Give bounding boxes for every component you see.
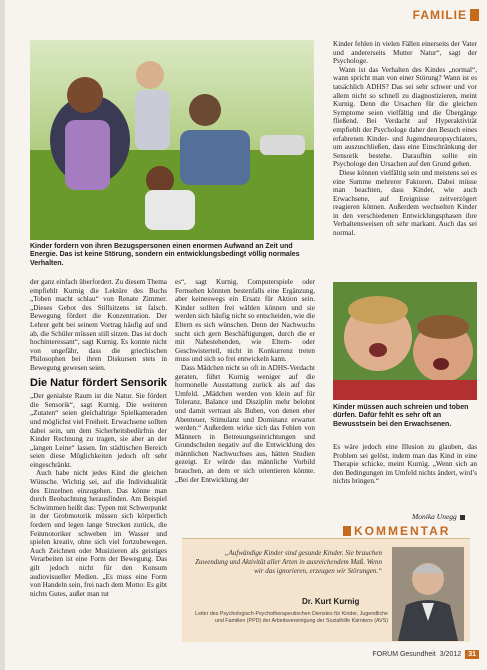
end-mark <box>460 515 465 520</box>
column-3-top <box>333 40 477 238</box>
shouting-kids-photo <box>333 282 477 400</box>
col3-paragraph-2: Wann ist das Verhalten des Kindes „normal“, wann spricht man von einer Störung? Wann ist es tatsächlich ADHS? Das sei sehr schwer und vor allem nicht so schnell zu diagnostizieren, meint Kurnig. Denn die Ursachen für die gleichen Symptome seien vielfältig und die Übergänge fließend. Bei Verdacht auf Hyperaktivität empfiehlt der Psychologe daher den Besuch eines erfahrenen Kinder- und Jugendneuropsychiaters, um auszuschließen, dass eine Einschränkung der Sensorik bestehe. Daraufhin sollte ein Psychologe den Ursachen auf den Grund gehen. <box>333 65 477 169</box>
kommentar-author-role: Leiter des Psychologisch-Psychotherapeutischen Dienstes für Kinder, Jugendliche und Familien (PPD) der Arbeitsvereinigung der Sozialhilfe Kärntens (AVS) <box>195 611 388 624</box>
kommentar-title: KOMMENTAR <box>354 524 451 538</box>
author-signature <box>412 512 465 521</box>
col2-paragraph-1: es“, sagt Kurnig. Computerspiele oder Fernsehen könnten bestenfalls eine Ergänzung, aber keineswegs ein Ersatz für Aktion sein. Kinder sollten frei wählen können und sie werden sich häufig nicht so entscheiden, wie die Eltern es sich wünschen. Denn der Nachwuchs sucht sich gern Beschäftigungen, durch die er mit Nahestehenden, wie Eltern- oder Geschwisterteil, nicht in Konkurrenz treten muss und sich so frei entwickeln kann. <box>175 278 315 364</box>
page-gutter <box>0 0 5 670</box>
col1-paragraph-2: „Der genialste Raum ist die Natur. Sie fördert die Sensorik“, sagt Kurnig. Die weiteren „Zutaten“ seien gleichaltrige Spielkameraden und möglichst viel Freiheit. Erwachsene sollten dabei sein, um dem Sicherheitsbedürfnis der Kinder Rechnung zu tragen, sie aber an der „langen Leine“ lassen. Im städtischen Bereich seien diese Möglichkeiten jedoch oft sehr eingeschränkt. <box>30 392 167 469</box>
kommentar-panel <box>182 538 470 642</box>
footer-issue: 3/2012 <box>439 651 462 658</box>
col1-paragraph-1: der ganz einfach überfordert. Zu diesem Thema empfiehlt Kurnig die Lektüre des Buchs „Toben macht schlau“ von Renate Zimmer. „Dieses Gebot des Stillsitzens ist falsch. Bewegung fördert die Konzentration. Der Lehrer geht bei seinem Vortrag häufig auf und ab, die Schüler müssen still sitzen. Das ist doch hochinteressant“, sagt Kurnig. Es konnte nicht von ungefähr, dass die griechischen Philosophen bei ihren Diskursen stets in Bewegung gewesen seien. <box>30 278 167 372</box>
col1-paragraph-3: Auch habe nicht jedes Kind die gleichen Wünsche. Wichtig sei, auf die Individualität des Einzelnen einzugehen. Das könne man durch Beobachtung herausfinden. Am Beispiel Schwimmen heißt das: Typen mit Schwerpunkt in der Grobmotorik müssen sich körperlich fordern und legen lange Strecken zurück, die Feinmotoriker schweben im Wasser und spielen kreativ, ohne sich viel fortzubewegen. Auch Zeichnen oder Musizieren als geistiges Verarbeiten ist eine Form der Bewegung. Das gilt jedoch nicht für den Konsum audiovisueller Medien. „Es muss eine Form von Handeln sein, frei nach dem Motto: Es gibt nichts Gutes, außer man tut <box>30 469 167 598</box>
section-label: FAMILIE <box>412 8 467 22</box>
kommentar-marker <box>343 526 351 536</box>
column-3-bottom <box>333 443 477 486</box>
author-portrait <box>392 547 464 641</box>
kommentar-header <box>343 524 450 538</box>
kommentar-author: Dr. Kurt Kurnig <box>302 597 360 606</box>
main-photo-caption: Kinder fordern von ihren Bezugspersonen einen enormen Aufwand an Zeit und Energie. Das ist keine Störung, sondern ein entwicklungsbedingt völlig normales Verhalten. <box>30 243 300 267</box>
col3-paragraph-1: Kinder fehlen in vielen Fällen einerseits der Vater und andererseits Mutter Natur“, sagt der Psychologe. <box>333 40 477 66</box>
column-2 <box>175 278 315 484</box>
page-number: 31 <box>465 650 479 659</box>
footer-magazine: FORUM Gesundheit <box>372 651 436 658</box>
kommentar-quote: „Aufwändige Kinder sind gesunde Kinder. Sie brauchen Zuwendung und Aktivität aller Arten in ausreichendem Maß. Wenn wir das ignorieren, erzeugen wir Störungen.“ <box>195 549 382 575</box>
small-photo-caption: Kinder müssen auch schreien und toben dürfen. Dafür fehlt es sehr oft an Bewusstsein bei den Erwachsenen. <box>333 404 469 428</box>
column-1 <box>30 278 167 598</box>
col3-paragraph-3: Diese können vielfältig sein und meistens sei es eine Summe mehrerer Faktoren. Dabei müsse man beachten, dass Kinder, wie auch Erwachsene, auf Ereignisse zeitverzögert reagieren können. Außerdem wechselten Kinder in den verschiedenen Entwicklungsphasen ihre Verhaltensweisen oft sehr markant. Auch das sei normal. <box>333 168 477 238</box>
col3-paragraph-4: Es wäre jedoch eine Illusion zu glauben, das Problem sei gelöst, indem man das Kind in eine Therapie schicke, meint Kurnig. „Wenn sich an den Bedingungen im Umfeld nichts ändert, wird’s nichts bringen.“ <box>333 443 477 486</box>
family-play-photo <box>30 40 314 240</box>
section-header <box>413 8 479 22</box>
col2-paragraph-2: Dass Mädchen nicht so oft in ADHS-Verdacht geraten, führt Kurnig weniger auf die hormonelle Ausstattung zurück als auf das Umfeld. „Mädchen werden von klein auf für Toleranz, Balance und Disziplin mehr belohnt und damit vertraut als Buben, von denen eher Abenteuer, Stimulanz und Dominanz erwartet werden.“ Außerdem wirke sich das Fehlen von Männern in Betreuungseinrichtungen und Grundschulen negativ auf die Entwicklung des männlichen Nachwuchses aus, hätten Studien gezeigt. Er würde das männliche Vorbild brauchen, an dem er sich orientieren könnte. „Bei der Entwicklung der <box>175 363 315 484</box>
author-name: Monika Unegg <box>412 512 457 521</box>
subheading-nature: Die Natur fördert Sensorik <box>30 376 167 389</box>
page-footer <box>372 650 479 659</box>
section-marker <box>470 9 479 21</box>
